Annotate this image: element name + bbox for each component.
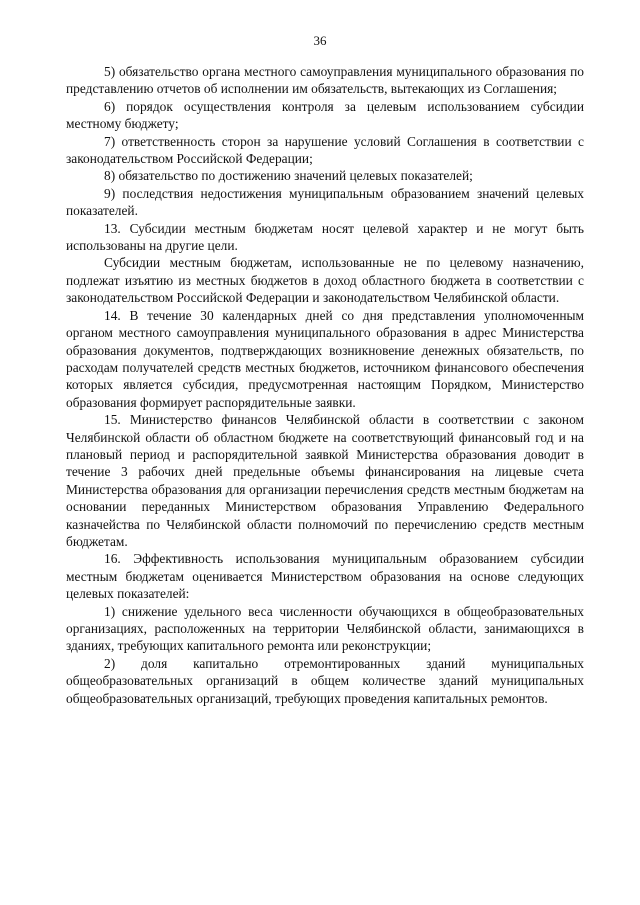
paragraph-section-13-subsidy-misuse: Субсидии местным бюджетам, использованные не по целевому назначению, подлежат изъятию из местных бюджетов в доход областного бюджета в соответствии с законодательством Российской Федерации и законодательством Челябинской области.	[66, 255, 584, 306]
paragraph-section-13: 13. Субсидии местным бюджетам носят целевой характер и не могут быть использованы на другие цели.	[66, 220, 584, 254]
paragraph-item-7: 7) ответственность сторон за нарушение условий Соглашения в соответствии с законодательством Российской Федерации;	[66, 133, 584, 167]
paragraph-item-9: 9) последствия недостижения муниципальным образованием значений целевых показателей.	[66, 185, 584, 219]
paragraph-item-8: 8) обязательство по достижению значений целевых показателей;	[104, 168, 473, 184]
paragraph-section-15: 15. Министерство финансов Челябинской области в соответствии с законом Челябинской области об областном бюджете на соответствующий финансовый год и на плановый период и распорядительной заявкой Министерства образования доводит в течение 3 рабочих дней предельные объемы финансирования на лицевые счета Министерства образования для организации перечисления средств местным бюджетам на основании переданных Министерством образования Управлению Федерального казначейства по Челябинской области полномочий по перечислению средств местным бюджетам.	[66, 412, 584, 549]
paragraph-indicator-1: 1) снижение удельного веса численности обучающихся в общеобразовательных организациях, расположенных на территории Челябинской области, занимающихся в зданиях, требующих капитального ремонта или реконструкции;	[66, 603, 584, 654]
paragraph-indicator-2: 2) доля капитально отремонтированных зданий муниципальных общеобразовательных организаций в общем количестве зданий муниципальных общеобразовательных организаций, требующих проведения капитальных ремонтов.	[66, 655, 584, 706]
paragraph-section-16: 16. Эффективность использования муниципальным образованием субсидии местным бюджетам оценивается Министерством образования на основе следующих целевых показателей:	[66, 551, 584, 602]
paragraph-item-6: 6) порядок осуществления контроля за целевым использованием субсидии местному бюджету;	[66, 98, 584, 132]
document-body	[66, 63, 584, 707]
page-number: 36	[313, 33, 327, 48]
paragraph-section-14: 14. В течение 30 календарных дней со дня представления уполномоченным органом местного самоуправления муниципального образования в адрес Министерства образования документов, подтверждающих возникновение денежных обязательств, по расходам получателей средств местных бюджетов, источником финансового обеспечения которых является субсидия, предусмотренная настоящим Порядком, Министерство образования формирует распорядительные заявки.	[66, 307, 584, 410]
paragraph-item-5: 5) обязательство органа местного самоуправления муниципального образования по представлению отчетов об исполнении им обязательств, вытекающих из Соглашения;	[66, 64, 584, 97]
